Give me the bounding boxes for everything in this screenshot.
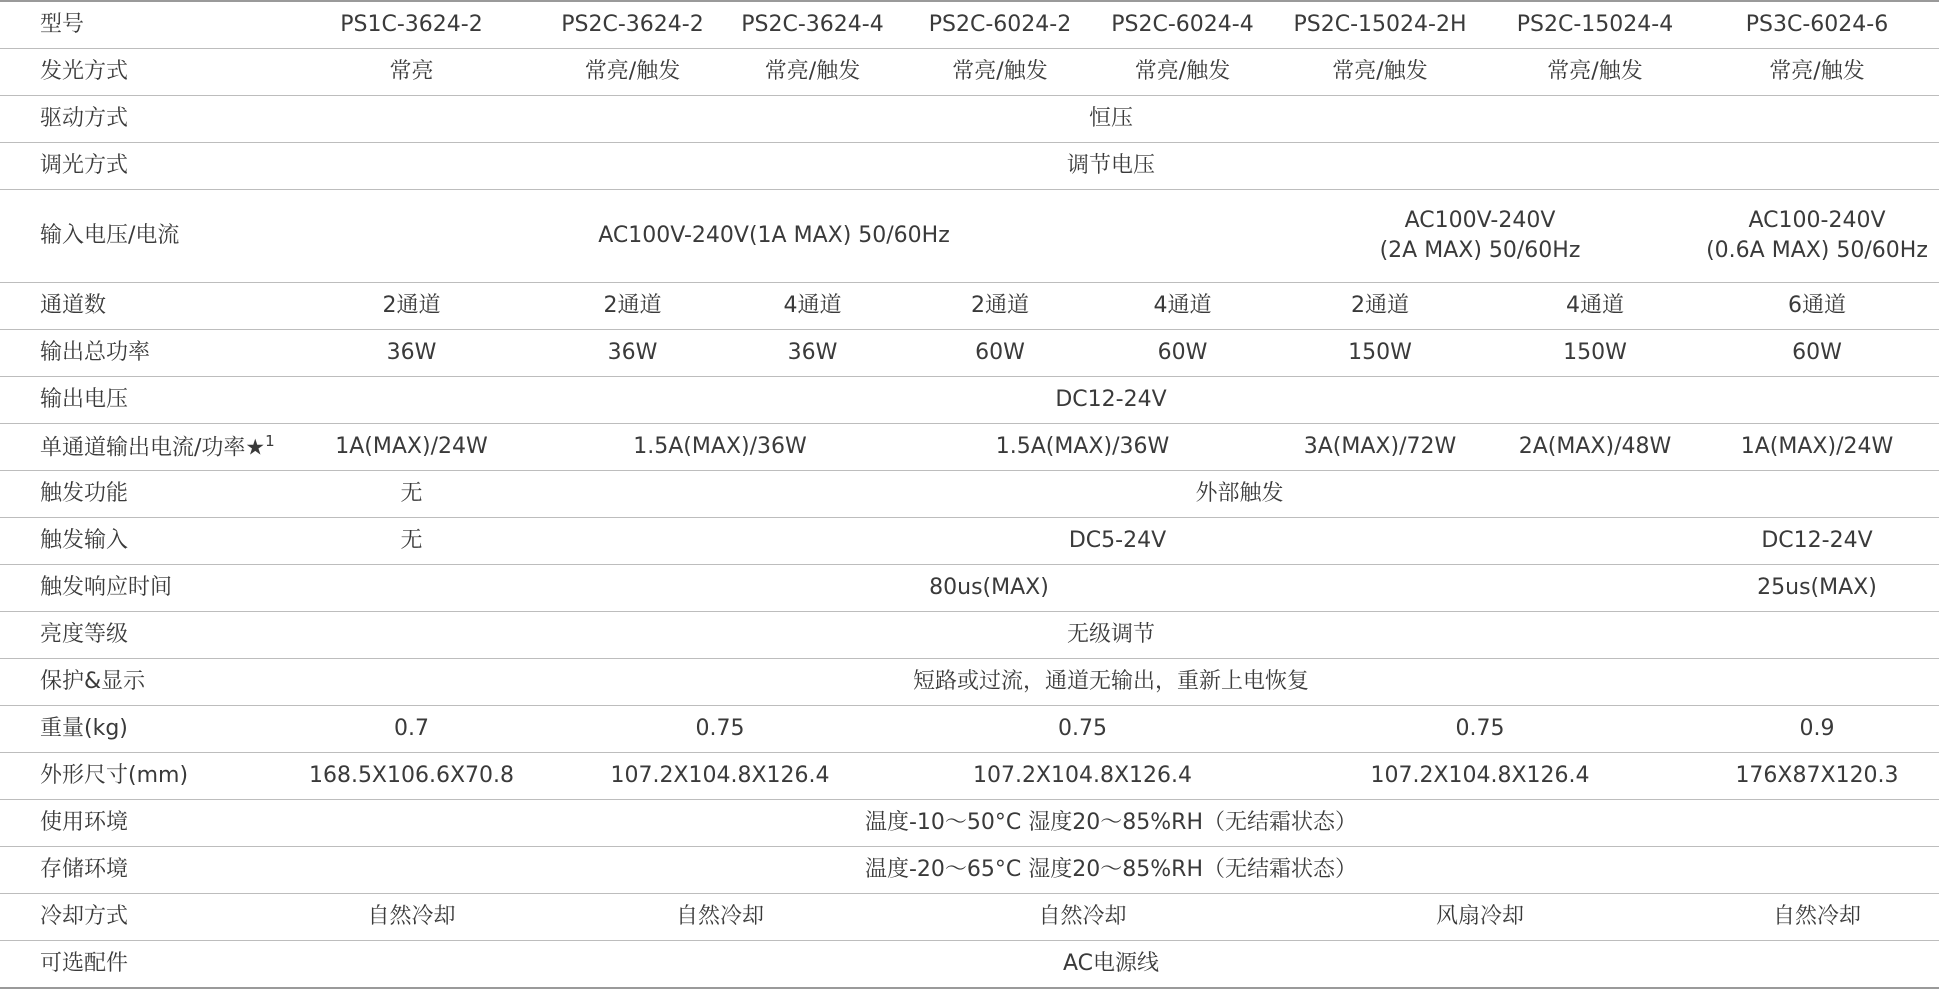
table-cell — [283, 518, 540, 565]
cell-value: 调节电压 — [1066, 153, 1155, 179]
table-row — [0, 706, 1939, 753]
cell-value: 2通道 — [971, 293, 1029, 319]
table-cell — [1695, 424, 1939, 471]
cell-value: PS3C-6024-6 — [1745, 12, 1889, 38]
row-label — [0, 190, 283, 283]
table-cell — [1265, 190, 1695, 283]
table-cell — [1695, 706, 1939, 753]
cell-value: 常亮/触发 — [584, 59, 681, 85]
cell-value: 2A(MAX)/48W — [1518, 434, 1672, 460]
cell-value: PS2C-6024-2 — [928, 12, 1072, 38]
table-row — [0, 659, 1939, 706]
table-cell — [1265, 753, 1695, 800]
table-cell — [900, 706, 1265, 753]
cell-value: 36W — [787, 340, 838, 366]
table-row — [0, 753, 1939, 800]
cell-value: PS2C-3624-4 — [741, 12, 884, 38]
table-cell — [1100, 283, 1265, 330]
table-row — [0, 49, 1939, 96]
cell-value: 25us(MAX) — [1757, 575, 1877, 601]
cell-value: 4通道 — [1566, 293, 1624, 319]
row-label-text: 通道数 — [40, 293, 107, 319]
cell-value: 4通道 — [783, 293, 842, 319]
table-cell — [283, 565, 1695, 612]
table-cell — [540, 1, 725, 49]
cell-value: 107.2X104.8X126.4 — [610, 763, 830, 789]
row-label-text: 输出总功率 — [40, 340, 151, 366]
cell-value: 常亮 — [389, 59, 434, 85]
table-cell — [1265, 706, 1695, 753]
cell-value: 4通道 — [1153, 293, 1212, 319]
cell-value: 常亮/触发 — [764, 59, 861, 85]
cell-value: PS2C-3624-2 — [561, 12, 704, 38]
row-label-text: 触发输入 — [40, 528, 129, 554]
cell-value: 常亮/触发 — [1134, 59, 1231, 85]
cell-value: PS2C-15024-2H — [1293, 12, 1467, 38]
cell-value: 恒压 — [1088, 106, 1133, 132]
row-label-text: 发光方式 — [40, 59, 129, 85]
cell-line: (0.6A MAX) 50/60Hz — [1706, 238, 1928, 263]
table-cell — [540, 706, 900, 753]
cell-value: 2通道 — [1351, 293, 1409, 319]
table-row — [0, 612, 1939, 659]
table-row — [0, 894, 1939, 941]
cell-value: 1.5A(MAX)/36W — [633, 434, 807, 460]
table-row — [0, 941, 1939, 989]
row-label-text: 冷却方式 — [40, 904, 129, 930]
table-cell — [1265, 49, 1495, 96]
table-cell — [1495, 49, 1695, 96]
row-label-text: 亮度等级 — [40, 622, 129, 648]
row-label — [0, 471, 283, 518]
cell-value: 176X87X120.3 — [1735, 763, 1899, 789]
table-cell — [900, 424, 1265, 471]
row-label — [0, 424, 283, 471]
table-row — [0, 143, 1939, 190]
row-label-text: 单通道输出电流/功率★ — [40, 435, 266, 461]
table-cell — [283, 190, 1265, 283]
table-cell — [900, 283, 1100, 330]
table-cell — [283, 894, 540, 941]
cell-value: 常亮/触发 — [1769, 59, 1865, 85]
row-label-text: 触发功能 — [40, 481, 129, 507]
table-row — [0, 190, 1939, 283]
table-cell — [900, 49, 1100, 96]
cell-value: 6通道 — [1788, 293, 1846, 319]
row-label-text: 调光方式 — [40, 153, 129, 179]
table-cell — [283, 143, 1939, 190]
table-cell — [1695, 894, 1939, 941]
table-row — [0, 330, 1939, 377]
table-cell — [283, 659, 1939, 706]
table-cell — [1695, 49, 1939, 96]
cell-line: AC100-240V — [1748, 208, 1886, 234]
cell-value: PS2C-6024-4 — [1111, 12, 1254, 38]
table-cell — [1265, 424, 1495, 471]
table-cell — [540, 330, 725, 377]
table-cell — [1265, 283, 1495, 330]
table-cell — [725, 330, 900, 377]
table-row — [0, 377, 1939, 424]
cell-value: 36W — [386, 340, 437, 366]
table-row — [0, 471, 1939, 518]
table-cell — [283, 377, 1939, 424]
row-label — [0, 49, 283, 96]
cell-value: 自然冷却 — [367, 904, 456, 930]
row-label — [0, 753, 283, 800]
row-label — [0, 847, 283, 894]
cell-value: 无 — [400, 528, 423, 554]
table-cell — [900, 894, 1265, 941]
table-row — [0, 96, 1939, 143]
row-label-text: 触发响应时间 — [40, 575, 173, 601]
cell-value: DC12-24V — [1055, 387, 1167, 413]
cell-value: PS1C-3624-2 — [340, 12, 483, 38]
cell-value: 常亮/触发 — [1332, 59, 1428, 85]
table-cell — [283, 706, 540, 753]
row-label-text: 保护&显示 — [40, 669, 146, 695]
row-label-text: 外形尺寸(mm) — [40, 763, 189, 789]
row-label — [0, 330, 283, 377]
row-label — [0, 565, 283, 612]
row-label — [0, 377, 283, 424]
cell-value: 60W — [1157, 340, 1208, 366]
table-cell — [283, 612, 1939, 659]
table-cell — [540, 753, 900, 800]
table-row — [0, 283, 1939, 330]
row-label — [0, 800, 283, 847]
table-cell — [900, 330, 1100, 377]
row-label-text: 存储环境 — [40, 857, 129, 883]
cell-value: 自然冷却 — [1772, 904, 1861, 930]
table-row — [0, 424, 1939, 471]
table-cell — [540, 49, 725, 96]
table-cell — [540, 518, 1695, 565]
cell-value: 107.2X104.8X126.4 — [972, 763, 1193, 789]
cell-value: 0.9 — [1799, 716, 1835, 742]
cell-value: 168.5X106.6X70.8 — [308, 763, 515, 789]
table-cell — [1495, 424, 1695, 471]
table-row — [0, 518, 1939, 565]
table-cell — [1495, 1, 1695, 49]
table-cell — [725, 1, 900, 49]
cell-value: 自然冷却 — [675, 904, 764, 930]
table-cell — [1695, 330, 1939, 377]
table-cell — [1100, 49, 1265, 96]
row-label-text: 使用环境 — [40, 810, 129, 836]
cell-value: 107.2X104.8X126.4 — [1370, 763, 1590, 789]
cell-value: 150W — [1563, 340, 1627, 366]
table-cell — [283, 471, 540, 518]
table-cell — [1695, 753, 1939, 800]
table-cell — [1695, 565, 1939, 612]
row-label — [0, 894, 283, 941]
cell-value: AC100V-240V(1A MAX) 50/60Hz — [598, 223, 950, 249]
table-cell — [283, 49, 540, 96]
row-label-text: 重量(kg) — [40, 716, 128, 742]
cell-value: 常亮/触发 — [952, 59, 1048, 85]
row-label — [0, 283, 283, 330]
table-cell — [725, 283, 900, 330]
cell-value: DC5-24V — [1068, 528, 1167, 554]
table-cell — [540, 471, 1939, 518]
row-label — [0, 659, 283, 706]
cell-value: 无级调节 — [1066, 622, 1155, 648]
row-label — [0, 941, 283, 989]
cell-value: 1A(MAX)/24W — [1740, 434, 1894, 460]
cell-value: PS2C-15024-4 — [1516, 12, 1674, 38]
table-cell — [1100, 1, 1265, 49]
table-cell — [1495, 330, 1695, 377]
cell-value: 0.7 — [394, 716, 429, 742]
table-row — [0, 565, 1939, 612]
cell-value: 60W — [975, 340, 1025, 366]
table-cell — [1265, 894, 1695, 941]
cell-value: 0.75 — [1455, 716, 1505, 742]
cell-value: 36W — [607, 340, 658, 366]
table-cell — [283, 941, 1939, 989]
table-cell — [1265, 1, 1495, 49]
table-cell — [725, 49, 900, 96]
spec-table-body — [0, 1, 1939, 988]
table-cell — [283, 330, 540, 377]
cell-value: 2通道 — [603, 293, 662, 319]
table-cell — [283, 1, 540, 49]
cell-value: 常亮/触发 — [1547, 59, 1643, 85]
table-cell — [1695, 1, 1939, 49]
table-cell — [283, 424, 540, 471]
table-cell — [540, 424, 900, 471]
cell-value: 无 — [400, 481, 423, 507]
cell-value: 60W — [1792, 340, 1842, 366]
row-label — [0, 1, 283, 49]
row-label-text: 输出电压 — [40, 387, 129, 413]
footnote-marker: 1 — [265, 431, 275, 450]
cell-value: 2通道 — [382, 293, 441, 319]
table-cell — [1100, 330, 1265, 377]
row-label — [0, 612, 283, 659]
cell-value: DC12-24V — [1761, 528, 1873, 554]
table-cell — [1695, 190, 1939, 283]
cell-value: AC电源线 — [1062, 951, 1160, 977]
table-cell — [540, 894, 900, 941]
cell-value: 外部触发 — [1195, 481, 1284, 507]
cell-line: (2A MAX) 50/60Hz — [1379, 238, 1581, 263]
table-row — [0, 1, 1939, 49]
row-label-text: 输入电压/电流 — [40, 223, 180, 249]
table-cell — [1265, 330, 1495, 377]
table-cell — [1695, 518, 1939, 565]
table-cell — [283, 847, 1939, 894]
cell-value: 风扇冷却 — [1435, 904, 1524, 930]
table-row — [0, 800, 1939, 847]
row-label-text: 型号 — [40, 12, 85, 38]
cell-value: 150W — [1348, 340, 1412, 366]
row-label-text: 可选配件 — [40, 951, 129, 977]
table-cell — [283, 753, 540, 800]
row-label — [0, 706, 283, 753]
cell-value: 自然冷却 — [1038, 904, 1127, 930]
cell-value: 温度-10～50°C 湿度20～85%RH（无结霜状态） — [864, 810, 1357, 836]
cell-line: AC100V-240V — [1404, 208, 1556, 234]
table-cell — [540, 283, 725, 330]
table-cell — [283, 96, 1939, 143]
table-cell — [900, 753, 1265, 800]
cell-value: 0.75 — [695, 716, 745, 742]
cell-value: 温度-20～65°C 湿度20～85%RH（无结霜状态） — [864, 857, 1357, 883]
cell-value: 短路或过流，通道无输出，重新上电恢复 — [912, 669, 1309, 695]
table-row — [0, 847, 1939, 894]
table-cell — [1695, 283, 1939, 330]
table-cell — [283, 283, 540, 330]
row-label — [0, 518, 283, 565]
cell-value: 3A(MAX)/72W — [1303, 434, 1457, 460]
row-label-text: 驱动方式 — [40, 106, 129, 132]
cell-value: 1.5A(MAX)/36W — [995, 434, 1170, 460]
cell-value: 0.75 — [1058, 716, 1107, 742]
table-cell — [1495, 283, 1695, 330]
table-cell — [283, 800, 1939, 847]
table-cell — [900, 1, 1100, 49]
cell-value: 1A(MAX)/24W — [335, 434, 488, 460]
cell-value: 80us(MAX) — [929, 575, 1049, 601]
row-label — [0, 143, 283, 190]
row-label — [0, 96, 283, 143]
